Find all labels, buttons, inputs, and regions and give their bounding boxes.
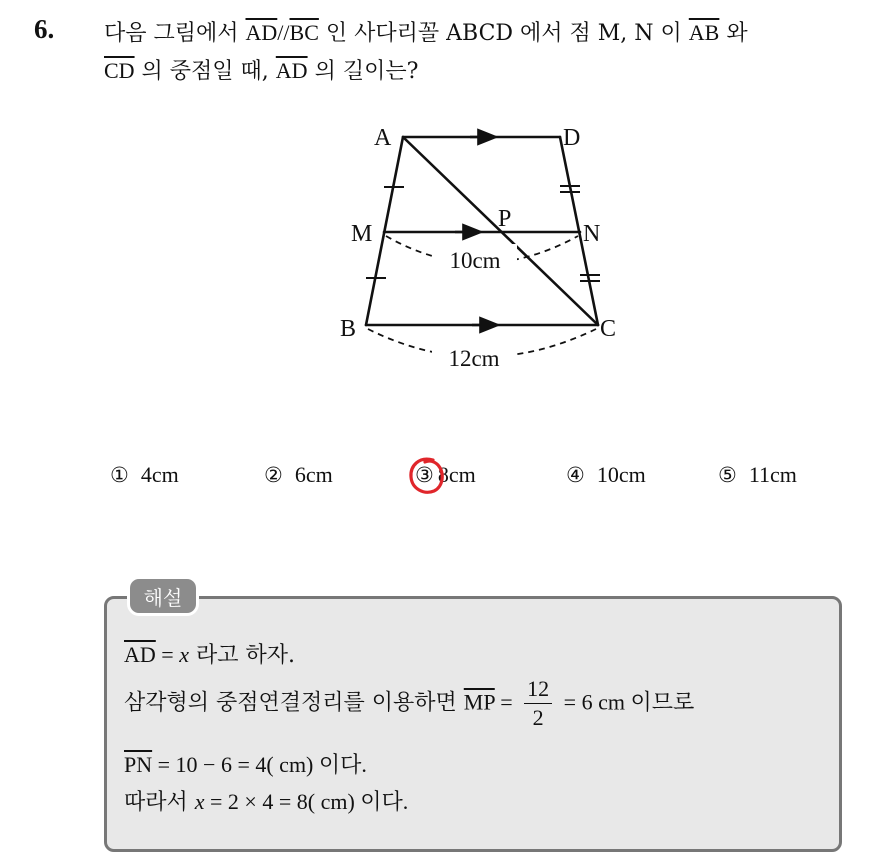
choice-number: ④ [566,463,585,487]
solution-line-4: 따라서 x = 2 × 4 = 8( cm) 이다. [124,789,409,815]
choice-value: 10cm [596,462,646,487]
choice-number: ② [264,463,283,487]
label-p: P [498,206,512,232]
label-a: A [374,125,392,151]
segment-ad: $\overline{AD}$ [275,58,308,83]
choice-number: ① [110,463,129,487]
parallel-symbol: // [277,20,290,45]
solution-line-2: 삼각형의 중점연결정리를 이용하면 $\overline{MP}$ = $\frac{12}{2}$ = 6 cm 이므로 [124,676,695,730]
segment-ad: $\overline{AD}$ [245,20,278,45]
label-m: M [351,221,373,247]
choice-value: 11cm [748,462,797,487]
length-bc-label: 12cm [448,346,500,371]
choice-number: ③ [415,463,434,487]
choice-3[interactable] [415,462,476,488]
variable-x: x [179,642,189,667]
solution-line-3: $\overline{PN} = 10 - 6 = 4$( cm) 이다. [124,752,367,777]
choice-value: 6cm [294,462,333,487]
question-text: 와 [719,21,748,46]
solution-line-1: $\overline{AD} = x$ 라고 하자. [124,642,295,668]
question-text: 인 사다리꼴 ABCD 에서 점 M, N 이 [318,21,689,46]
choice-value: 4cm [140,462,179,487]
solution-tab: 해설 [127,576,199,616]
label-b: B [340,316,357,342]
label-d: D [563,125,581,151]
segment-pn: $\overline{PN}$ [124,752,153,777]
question-text: 의 중점일 때, [134,59,276,84]
label-c: C [600,316,617,342]
segment-ad: $\overline{AD}$ [124,642,156,667]
question-number: 6. [34,14,55,44]
choice-4[interactable] [566,462,646,488]
segment-ab: $\overline{AB}$ [688,20,720,45]
choice-number: ⑤ [718,463,737,487]
segment-bc: $\overline{BC}$ [289,20,319,45]
segment-mp: $\overline{MP}$ [463,689,495,715]
question-text: 의 길이는? [307,59,419,84]
trapezoid-figure [330,115,640,375]
choice-1[interactable] [110,462,179,488]
length-mn-label: 10cm [449,248,501,273]
choice-2[interactable] [264,462,333,488]
question-line-2 [104,54,418,85]
label-n: N [583,221,601,247]
variable-x: x [194,789,205,814]
choice-value: 8cm [437,462,476,487]
fraction: $\frac{12}{2}$ [524,675,552,732]
question-text: 다음 그림에서 [104,21,246,46]
choice-5[interactable] [718,462,797,488]
question-line-1 [104,16,748,47]
segment-cd: $\overline{CD}$ [104,58,135,83]
selected-circle-mark [407,454,447,498]
